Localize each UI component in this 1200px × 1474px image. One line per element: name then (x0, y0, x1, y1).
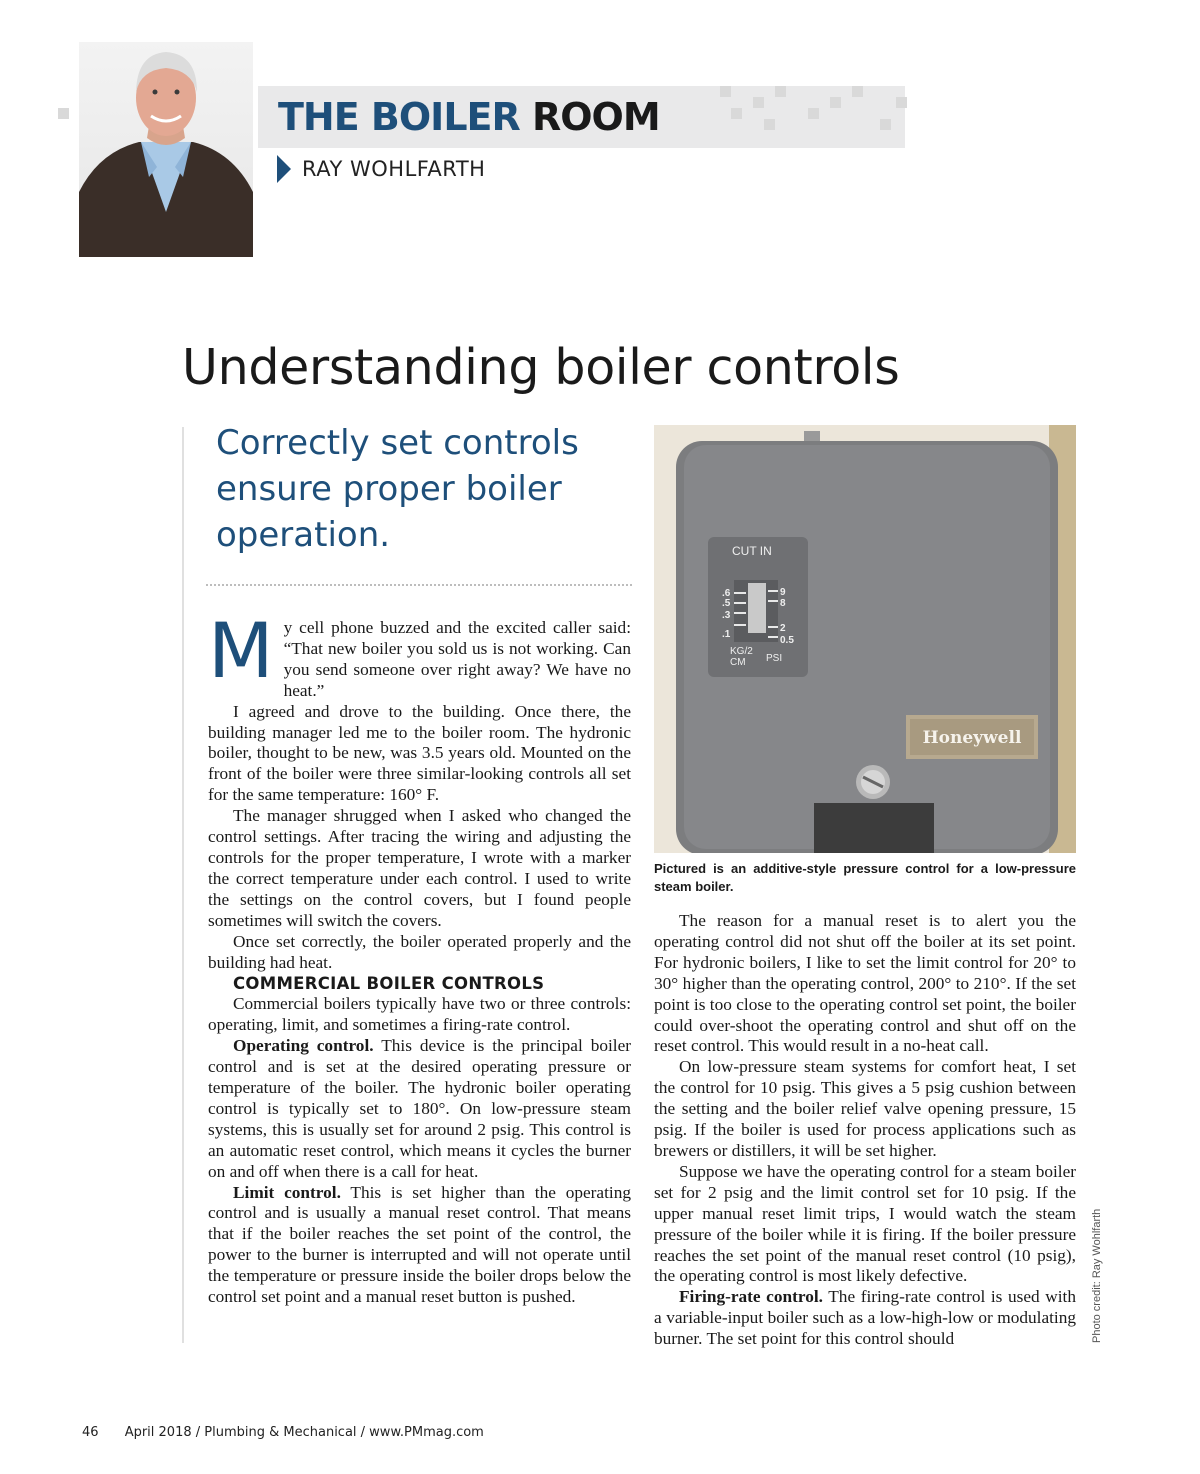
page-footer (82, 1425, 484, 1440)
article-deck: Correctly set controls ensure proper boiler operation. (216, 423, 579, 555)
paragraph: On low-pressure steam systems for comfort heat, I set the control for 10 psig. This gives a 5 psig cushion between the setting and the boiler relief valve opening pressure, 15 psig. If the boiler is used for process applications such as brewers or distillers, it will be set higher. (654, 1057, 1076, 1160)
magazine-info: / Plumbing & Mechanical / www.PMmag.com (195, 1425, 484, 1440)
scale-tick: .6 (722, 588, 731, 599)
paragraph (208, 1183, 631, 1308)
author-portrait (79, 42, 253, 257)
paragraph: I agreed and drove to the building. Once there, the building manager led me to the boiler room. The hydronic boiler, thought to be new, was 3.5 years old. Mounted on the front of the boiler were three similar-looking controls all set for the same temperature: 160° F. (208, 701, 631, 805)
scale-tick: .1 (722, 629, 731, 640)
scale-unit: KG/2 (730, 646, 753, 657)
author-name: RAY WOHLFARTH (302, 157, 486, 181)
paragraph (208, 1036, 631, 1182)
article-column-2 (654, 911, 1076, 1350)
paragraph-text: This is set higher than the operating control and is usually a manual reset control. That means that if the boiler reaches the set point of the control, the power to the burner is interrupted and will not operate until the temperature or pressure inside the boiler drops below the control set point and a manual reset button is pushed. (208, 1182, 631, 1307)
article-headline: Understanding boiler controls (182, 339, 900, 396)
runin-heading: Operating control. (233, 1036, 374, 1056)
scale-tick: 8 (780, 598, 786, 609)
scale-tick: 9 (780, 587, 786, 598)
issue-date: April 2018 (124, 1425, 192, 1440)
paragraph (654, 1287, 1076, 1350)
paragraph-text: This device is the principal boiler control and is set at the desired operating pressure or temperature of the boiler. The hydronic boiler operating control is typically set to 180°. On low-pressure steam systems, this is usually set for around 2 psig. This control is an automatic reset control, which means it cycles the burner on and off when there is a call for heat. (208, 1036, 632, 1181)
article-column-1 (208, 606, 632, 1308)
column-rule (182, 427, 184, 1343)
scale-tick: 2 (780, 623, 786, 634)
page-number: 46 (82, 1425, 99, 1440)
author-arrow-icon (277, 155, 291, 183)
runin-heading: Firing-rate control. (679, 1287, 823, 1307)
scale-unit: PSI (766, 653, 783, 664)
paragraph-text: y cell phone buzzed and the excited caller said: “That new boiler you sold us is not working. Can you send someone over right away? We have no heat.” (283, 618, 631, 700)
paragraph: Once set correctly, the boiler operated properly and the building had heat. (208, 931, 631, 972)
column-title (278, 92, 660, 142)
paragraph-text: The firing-rate control is used with a variable-input boiler such as a low-high-low or modulating burner. The set point for this control should (654, 1287, 1076, 1349)
paragraph (208, 606, 631, 702)
pressure-control-photo (654, 425, 1076, 853)
header-checker-right (720, 86, 920, 136)
drop-cap: M (208, 606, 274, 695)
brand-logo: Honeywell (922, 728, 1022, 748)
runin-heading: Limit control. (233, 1182, 341, 1202)
deck-divider (206, 584, 632, 586)
paragraph: Suppose we have the operating control for a steam boiler set for 2 psig and the limit control set for 10 psig. If the upper manual reset limit trips, I would watch the steam pressure of the boiler while it is firing. If the boiler pressure reaches the set point of the manual reset control (10 psig), the operating control is most likely defective. (654, 1161, 1076, 1286)
scale-title: CUT IN (732, 544, 772, 558)
photo-credit: Photo credit: Ray Wohlfarth (1091, 1208, 1103, 1343)
paragraph: The reason for a manual reset is to alert you the operating control did not shut off the boiler at its set point. For hydronic boilers, I like to set the limit control for 20° to 30° higher than the operating control, 200° to 210°. If the set point is too close to the operating control set point, the boiler could over-shoot the operating control and shut off on the reset control. This would result in a no-heat call. (654, 911, 1076, 1056)
scale-tick: .5 (722, 598, 731, 609)
section-subhead: COMMERCIAL BOILER CONTROLS (233, 974, 545, 994)
column-title-part2: ROOM (531, 95, 660, 139)
scale-tick: 0.5 (780, 635, 794, 646)
column-title-part1: THE BOILER (278, 95, 520, 139)
paragraph: The manager shrugged when I asked who changed the control settings. After tracing the wiring and adjusting the controls for the proper temperature, I wrote with a marker the correct temperature under each control. I used to write the settings on the control covers, but I found people sometimes will switch the covers. (208, 806, 631, 930)
paragraph: Commercial boilers typically have two or three controls: operating, limit, and sometimes a firing-rate control. (208, 994, 631, 1035)
scale-tick: .3 (722, 610, 731, 621)
scale-unit: CM (730, 657, 746, 668)
photo-caption: Pictured is an additive-style pressure control for a low-pressure steam boiler. (654, 861, 1076, 894)
